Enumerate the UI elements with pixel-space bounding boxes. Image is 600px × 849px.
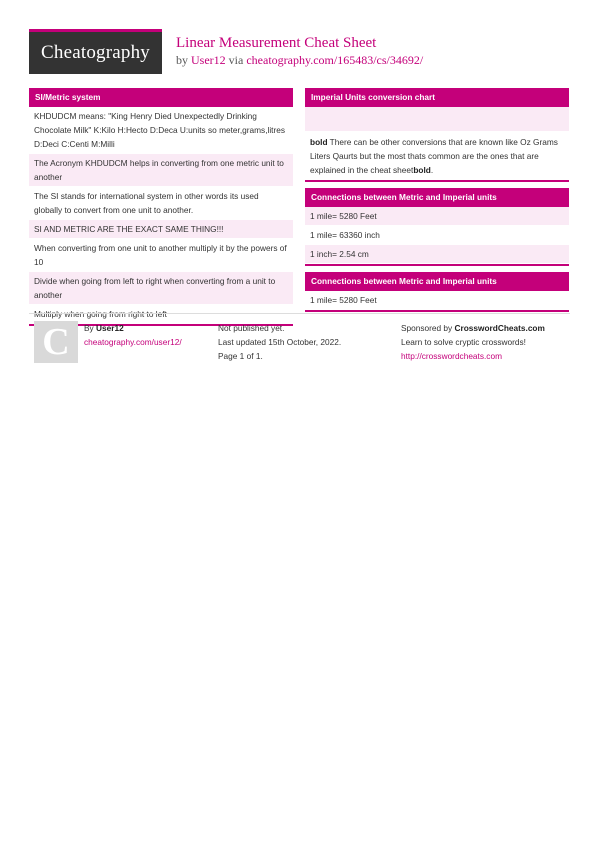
list-item: 1 mile= 63360 inch bbox=[305, 226, 569, 245]
sponsor-tagline: Learn to solve cryptic crosswords! bbox=[401, 337, 526, 347]
section-title: SI/Metric system bbox=[29, 88, 293, 107]
footer-author-name: User12 bbox=[96, 323, 124, 333]
sponsor-name: CrosswordCheats.com bbox=[454, 323, 545, 333]
byline-prefix: by bbox=[176, 53, 188, 67]
list-item: KHDUDCM means: "King Henry Died Unexpectedly Drinking Chocolate Milk" K:Kilo H:Hecto D:Deca U:units so meter,grams,litres D:Deci C:Centi M:Milli bbox=[29, 107, 293, 154]
page-number: Page 1 of 1. bbox=[218, 351, 263, 361]
right-column bbox=[305, 88, 569, 318]
left-column bbox=[29, 88, 293, 332]
section-title: Imperial Units conversion chart bbox=[305, 88, 569, 107]
footer-sponsor bbox=[401, 321, 545, 363]
last-updated: Last updated 15th October, 2022. bbox=[218, 337, 342, 347]
section-imperial-chart bbox=[305, 88, 569, 182]
list-item: The Acronym KHDUDCM helps in converting from one metric unit to another bbox=[29, 154, 293, 187]
avatar bbox=[34, 321, 78, 363]
list-item: 1 mile= 5280 Feet bbox=[305, 207, 569, 226]
section-title: Connections between Metric and Imperial units bbox=[305, 188, 569, 207]
footer-by-label: By bbox=[84, 323, 94, 333]
imperial-note bbox=[305, 131, 569, 180]
logo-text: Cheatography bbox=[41, 42, 150, 63]
list-item: Multiply when going from right to left bbox=[29, 305, 293, 324]
sponsor-line bbox=[401, 321, 545, 335]
list-item: 1 inch= 2.54 cm bbox=[305, 245, 569, 264]
bold-word: bold bbox=[310, 137, 328, 147]
section-title: Connections between Metric and Imperial units bbox=[305, 272, 569, 291]
byline-via: via bbox=[228, 53, 244, 67]
cheatography-logo[interactable] bbox=[29, 29, 162, 74]
footer-by-line bbox=[84, 321, 182, 335]
sponsor-link[interactable]: http://crosswordcheats.com bbox=[401, 351, 502, 361]
published-status: Not published yet. bbox=[218, 323, 285, 333]
byline bbox=[176, 53, 423, 68]
list-item: The SI stands for international system in other words its used globally to convert from one unit to another. bbox=[29, 187, 293, 220]
section-si-metric bbox=[29, 88, 293, 326]
avatar-letter: C bbox=[42, 321, 70, 363]
footer-author-link[interactable]: cheatography.com/user12/ bbox=[84, 337, 182, 347]
list-item: SI AND METRIC ARE THE EXACT SAME THING!!! bbox=[29, 220, 293, 239]
section-connections-2 bbox=[305, 272, 569, 312]
footer-meta bbox=[218, 321, 341, 363]
footer-author bbox=[84, 321, 182, 349]
list-item: Divide when going from left to right when converting from a unit to another bbox=[29, 272, 293, 305]
sponsor-prefix: Sponsored by bbox=[401, 323, 453, 333]
note-end: . bbox=[430, 165, 434, 175]
list-item: 1 mile= 5280 Feet bbox=[305, 291, 569, 310]
footer-divider bbox=[29, 313, 570, 314]
bold-tail: bold bbox=[413, 165, 431, 175]
note-text: There can be other conversions that are known like Oz Grams Liters Qaurts but the most thats common are the ones that are explained in the cheat sheet bbox=[310, 137, 558, 175]
page-title: Linear Measurement Cheat Sheet bbox=[176, 35, 377, 51]
author-link[interactable]: User12 bbox=[191, 53, 226, 67]
empty-table-row bbox=[305, 107, 569, 131]
list-item: When converting from one unit to another multiply it by the powers of 10 bbox=[29, 239, 293, 272]
sheet-url-link[interactable]: cheatography.com/165483/cs/34692/ bbox=[246, 53, 424, 67]
section-connections-1 bbox=[305, 188, 569, 266]
